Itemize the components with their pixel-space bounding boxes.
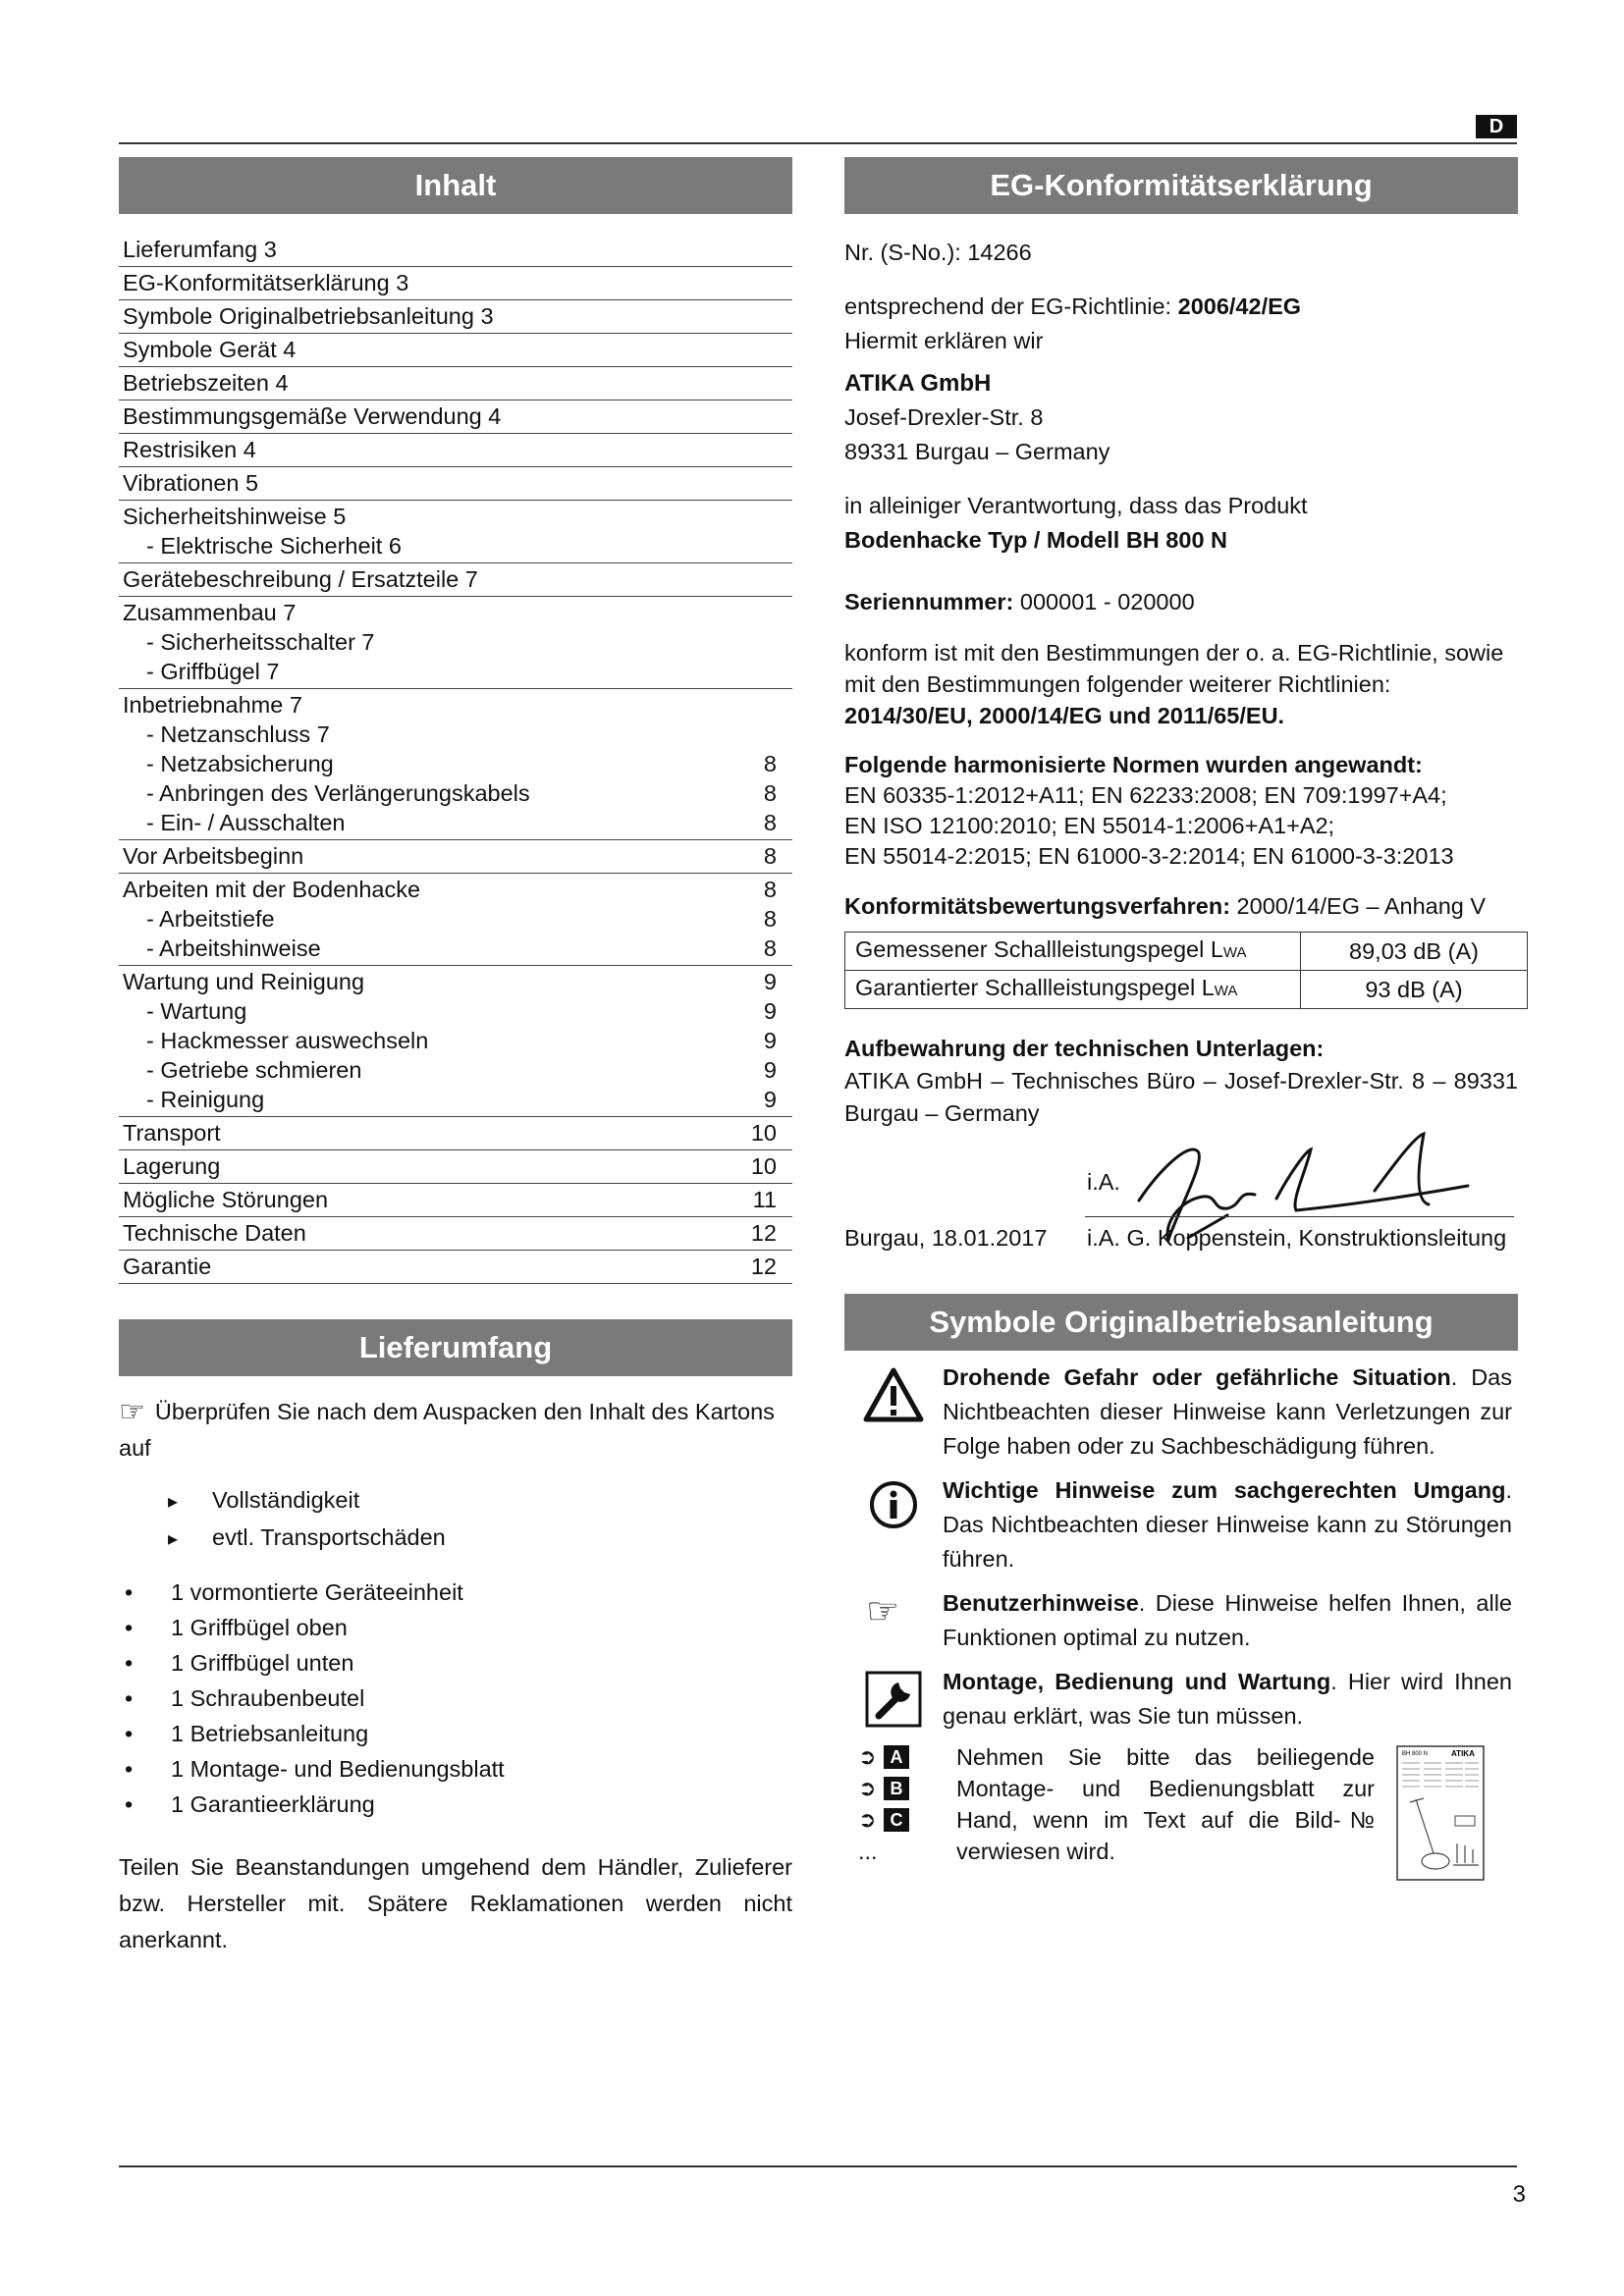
toc-entry-text: Gerätebeschreibung / Ersatzteile 7 [123, 566, 478, 592]
arrow-right-icon: ➲ [858, 1807, 877, 1832]
lieferumfang-title: Lieferumfang [119, 1319, 792, 1376]
toc-entry-page [777, 564, 790, 594]
reference-letter: C [884, 1808, 909, 1832]
toc-subentry [123, 1055, 790, 1085]
info-circle-icon [844, 1473, 943, 1576]
sound-label-subscript: WA [1222, 944, 1247, 961]
toc-entry-line [123, 1118, 790, 1148]
symbol-row [844, 1586, 1518, 1655]
toc-subentry [123, 749, 790, 778]
toc-entry-line [123, 502, 790, 531]
symbol-title: Wichtige Hinweise zum sachgerechten Umgang [943, 1477, 1506, 1503]
table-of-contents [119, 234, 792, 1284]
toc-entry-text: Lieferumfang 3 [123, 237, 277, 262]
toc-entry-page: 8 [763, 751, 777, 776]
footer-rule [119, 2165, 1517, 2167]
toc-entry [119, 367, 792, 400]
sound-label: Garantierter Schallleistungspegel L [855, 975, 1215, 1000]
reference-marker [858, 1773, 956, 1804]
toc-entry-line [123, 435, 790, 464]
symbols-list [844, 1361, 1518, 1734]
toc-entry-text: Technische Daten [123, 1220, 306, 1246]
toc-entry-text: - Griffbügel 7 [146, 659, 280, 684]
toc-entry-text: Mögliche Störungen [123, 1187, 329, 1212]
conform-text: konform ist mit den Bestimmungen der o. a. EG-Richtlinie, sowie mit den Bestimmungen folgender weiterer Richtlinien: [844, 640, 1504, 697]
reference-icons [844, 1741, 956, 1881]
symbol-description [943, 1586, 1518, 1655]
toc-entry [119, 400, 792, 434]
toc-entry-text: - Wartung [146, 998, 247, 1024]
symbol-text: . Hier wird Ihnen genau erklärt, was Sie tun müssen. [943, 1669, 1512, 1729]
check-item: ▸ Vollständigkeit [168, 1482, 792, 1520]
toc-entry-page [777, 690, 790, 720]
sound-level-table [844, 932, 1528, 1009]
toc-entry-line [123, 1252, 790, 1281]
toc-subentry [123, 778, 790, 808]
toc-entry-text: - Arbeitstiefe [146, 906, 275, 932]
norms-title: Folgende harmonisierte Normen wurden angewandt: [844, 752, 1423, 777]
lieferumfang-outro: Teilen Sie Beanstandungen umgehend dem Händler, Zulieferer bzw. Hersteller mit. Spätere Reklamationen werden nicht anerkannt. [119, 1854, 792, 1952]
toc-subentry [123, 1026, 790, 1055]
sound-value: 93 dB (A) [1301, 971, 1528, 1009]
toc-subentry [123, 627, 790, 657]
procedure-line: Konformitätsbewertungsverfahren: 2000/14/EG – Anhang V [844, 893, 1487, 919]
sound-label-cell [845, 971, 1301, 1009]
conformity-title: EG-Konformitätserklärung [844, 157, 1518, 214]
signature-area [844, 1132, 1518, 1255]
delivery-item: • 1 Griffbügel oben [119, 1610, 792, 1645]
toc-entry-page: 9 [763, 998, 777, 1024]
delivery-item: • 1 vormontierte Geräteeinheit [119, 1575, 792, 1610]
norms-list [844, 780, 1518, 872]
signature-ia: i.A. [1087, 1169, 1120, 1195]
symbol-text: . Diese Hinweise helfen Ihnen, alle Funktionen optimal zu nutzen. [943, 1590, 1512, 1650]
toc-entry-text: - Ein- / Ausschalten [146, 810, 346, 835]
storage-title: Aufbewahrung der technischen Unterlagen: [844, 1036, 1325, 1061]
conformity-number: Nr. (S-No.): 14266 [844, 240, 1032, 265]
toc-entry [119, 563, 792, 597]
toc-entry [119, 874, 792, 966]
reference-marker [858, 1804, 956, 1836]
toc-entry [119, 434, 792, 467]
sound-row [845, 971, 1528, 1009]
toc-entry [119, 689, 792, 840]
toc-entry-line [123, 468, 790, 498]
delivery-item: • 1 Montage- und Bedienungsblatt [119, 1751, 792, 1787]
toc-entry-page [777, 720, 790, 749]
arrow-right-icon: ➲ [858, 1776, 877, 1800]
sound-label: Gemessener Schallleistungspegel L [855, 936, 1223, 962]
reference-marker [858, 1741, 956, 1773]
toc-entry-page [777, 235, 790, 264]
symbols-title: Symbole Originalbetriebsanleitung [844, 1294, 1518, 1351]
reference-text: Nehmen Sie bitte das beiliegende Montage- und Bedienungsblatt zur Hand, wenn im Text auf die Bild-№ verwiesen wird. [956, 1744, 1375, 1864]
toc-entry [119, 840, 792, 874]
toc-entry-text: - Reinigung [146, 1087, 265, 1112]
place-date: Burgau, 18.01.2017 [844, 1225, 1048, 1251]
toc-entry-line [123, 564, 790, 594]
toc-entry-page: 10 [750, 1153, 777, 1179]
reference-ellipsis: ... [858, 1839, 878, 1864]
toc-entry-text: Bestimmungsgemäße Verwendung 4 [123, 403, 502, 429]
norm-line: EN 55014-2:2015; EN 61000-3-2:2014; EN 61000-3-3:2013 [844, 843, 1454, 869]
toc-entry-text: Lagerung [123, 1153, 221, 1179]
header-rule [119, 142, 1517, 144]
toc-entry-line [123, 335, 790, 364]
toc-entry [119, 334, 792, 367]
other-directives: 2014/30/EU, 2000/14/EG und 2011/65/EU. [844, 703, 1285, 728]
toc-entry-page: 9 [763, 1028, 777, 1053]
toc-entry-page: 8 [763, 780, 777, 806]
company-street: Josef-Drexler-Str. 8 [844, 404, 1044, 430]
delivery-item: • 1 Griffbügel unten [119, 1645, 792, 1681]
symbol-row [844, 1665, 1518, 1734]
toc-entry-line [123, 875, 790, 904]
toc-entry-page [777, 627, 790, 657]
toc-entry-text: - Getriebe schmieren [146, 1057, 362, 1083]
toc-entry-page [777, 368, 790, 398]
toc-entry-page: 12 [750, 1220, 777, 1246]
storage-text: ATIKA GmbH – Technisches Büro – Josef-Drexler-Str. 8 – 89331 Burgau – Germany [844, 1068, 1518, 1126]
delivery-item: • 1 Garantieerklärung [119, 1787, 792, 1822]
toc-entry-text: - Hackmesser auswechseln [146, 1028, 429, 1053]
sound-label-subscript: WA [1214, 983, 1238, 999]
toc-entry-line [123, 598, 790, 627]
symbol-description [943, 1473, 1518, 1576]
symbol-row [844, 1361, 1518, 1464]
toc-entry-page [777, 531, 790, 561]
norm-line: EN 60335-1:2012+A11; EN 62233:2008; EN 709:1997+A4; [844, 782, 1447, 808]
toc-entry-line [123, 690, 790, 720]
toc-entry-page: 8 [763, 877, 777, 902]
symbol-text: . Das Nichtbeachten dieser Hinweise kann Verletzungen zur Folge haben oder zu Sachbeschädigung führen. [943, 1364, 1512, 1459]
left-column [119, 157, 792, 1958]
toc-entry [119, 597, 792, 689]
toc-entry-page: 8 [763, 906, 777, 932]
symbol-row [844, 1473, 1518, 1576]
warning-triangle-icon [844, 1361, 943, 1464]
toc-entry-page [777, 401, 790, 431]
toc-entry-line [123, 1185, 790, 1214]
language-badge: D [1476, 115, 1517, 138]
toc-entry-text: Vor Arbeitsbeginn [123, 843, 304, 869]
sound-label-cell [845, 933, 1301, 971]
toc-entry [119, 467, 792, 501]
toc-entry-line [123, 1151, 790, 1181]
toc-entry-line [123, 967, 790, 996]
company-name: ATIKA GmbH [844, 370, 992, 397]
signature-line [1085, 1216, 1514, 1217]
toc-title: Inhalt [119, 157, 792, 214]
arrow-right-icon: ➲ [858, 1744, 877, 1769]
toc-entry-page [777, 598, 790, 627]
toc-entry-page: 8 [763, 810, 777, 835]
responsibility-line: in alleiniger Verantwortung, dass das Produkt [844, 493, 1308, 518]
toc-subentry [123, 934, 790, 963]
toc-entry-page [777, 435, 790, 464]
toc-entry-text: Garantie [123, 1254, 212, 1279]
sound-value: 89,03 dB (A) [1301, 933, 1528, 971]
svg-text:☞: ☞ [866, 1592, 900, 1631]
toc-entry [119, 1184, 792, 1217]
reference-letter: B [884, 1777, 909, 1800]
toc-entry-line [123, 401, 790, 431]
toc-entry [119, 501, 792, 563]
declare-line: Hiermit erklären wir [844, 328, 1044, 353]
toc-entry-text: Vibrationen 5 [123, 470, 259, 496]
directive-line: entsprechend der EG-Richtlinie: 2006/42/EG [844, 294, 1302, 319]
toc-entry [119, 1117, 792, 1150]
toc-entry-text: Restrisiken 4 [123, 437, 256, 462]
page-number: 3 [1512, 2181, 1526, 2208]
leaflet-model: BH 800 N [1402, 1751, 1429, 1757]
serial-line: Seriennummer: 000001 - 020000 [844, 589, 1195, 614]
toc-subentry [123, 904, 790, 934]
symbol-description [943, 1665, 1518, 1734]
toc-entry-page: 9 [763, 1087, 777, 1112]
toc-entry-page: 12 [750, 1254, 777, 1279]
toc-entry-text: Zusammenbau 7 [123, 600, 297, 625]
symbol-title: Montage, Bedienung und Wartung [943, 1669, 1331, 1694]
toc-entry-line [123, 1218, 790, 1248]
toc-subentry [123, 1085, 790, 1114]
toc-entry-text: - Sicherheitsschalter 7 [146, 629, 375, 655]
toc-subentry [123, 531, 790, 561]
toc-entry-page [777, 502, 790, 531]
toc-entry-text: Sicherheitshinweise 5 [123, 504, 347, 529]
pointing-hand-icon: ☞ [119, 1396, 145, 1428]
delivery-item: • 1 Schraubenbeutel [119, 1681, 792, 1716]
toc-entry-text: - Anbringen des Verlängerungskabels [146, 780, 530, 806]
reference-letter: A [884, 1745, 909, 1769]
check-list [119, 1482, 792, 1557]
toc-entry [119, 267, 792, 300]
toc-entry-line [123, 368, 790, 398]
symbol-title: Benutzerhinweise [943, 1590, 1139, 1616]
wrench-icon [844, 1665, 943, 1734]
delivery-item: • 1 Betriebsanleitung [119, 1716, 792, 1751]
toc-entry-text: Wartung und Reinigung [123, 969, 365, 994]
toc-entry-page: 8 [763, 843, 777, 869]
toc-entry-page: 9 [763, 1057, 777, 1083]
toc-entry-page: 10 [750, 1120, 777, 1146]
reference-row [844, 1741, 1518, 1881]
toc-entry-line [123, 235, 790, 264]
toc-entry-page [777, 301, 790, 331]
lieferumfang-intro: ☞ Überprüfen Sie nach dem Auspacken den Inhalt des Kartons auf [119, 1396, 775, 1461]
symbol-text: . Das Nichtbeachten dieser Hinweise kann zu Störungen führen. [943, 1477, 1512, 1572]
toc-entry-text: EG-Konformitätserklärung 3 [123, 270, 409, 295]
toc-entry-page [777, 657, 790, 686]
toc-subentry [123, 657, 790, 686]
toc-subentry [123, 996, 790, 1026]
toc-entry-line [123, 841, 790, 871]
toc-entry-text: Symbole Originalbetriebsanleitung 3 [123, 303, 494, 329]
toc-entry-page [777, 268, 790, 297]
toc-entry-page [777, 335, 790, 364]
symbol-title: Drohende Gefahr oder gefährliche Situation [943, 1364, 1451, 1390]
leaflet-brand: ATIKA [1451, 1749, 1475, 1758]
symbol-description [943, 1361, 1518, 1464]
toc-entry-text: Inbetriebnahme 7 [123, 692, 302, 718]
toc-entry-page: 9 [763, 969, 777, 994]
toc-entry [119, 1251, 792, 1284]
toc-entry [119, 234, 792, 267]
norm-line: EN ISO 12100:2010; EN 55014-1:2006+A1+A2; [844, 813, 1335, 838]
toc-entry-line [123, 268, 790, 297]
company-city: 89331 Burgau – Germany [844, 439, 1110, 464]
toc-entry-page: 8 [763, 935, 777, 961]
right-column [844, 157, 1518, 1881]
toc-entry-page: 11 [752, 1187, 777, 1212]
toc-subentry [123, 720, 790, 749]
toc-entry [119, 1217, 792, 1251]
toc-entry [119, 966, 792, 1117]
toc-entry-text: - Netzabsicherung [146, 751, 334, 776]
toc-entry [119, 300, 792, 334]
product-line: Bodenhacke Typ / Modell BH 800 N [844, 527, 1228, 553]
signatory: i.A. G. Koppenstein, Konstruktionsleitung [1087, 1225, 1507, 1251]
leaflet-thumbnail-icon [1396, 1745, 1485, 1881]
toc-entry-page [777, 468, 790, 498]
toc-entry-text: Betriebszeiten 4 [123, 370, 289, 396]
sound-row [845, 933, 1528, 971]
toc-entry-text: - Elektrische Sicherheit 6 [146, 533, 402, 559]
toc-entry [119, 1150, 792, 1184]
toc-entry-text: Transport [123, 1120, 221, 1146]
delivery-items-list [119, 1575, 792, 1822]
toc-entry-text: Symbole Gerät 4 [123, 337, 297, 362]
check-item: ▸ evtl. Transportschäden [168, 1520, 792, 1557]
toc-entry-text: - Arbeitshinweise [146, 935, 321, 961]
pointing-hand-icon [844, 1586, 943, 1655]
toc-subentry [123, 808, 790, 837]
toc-entry-text: - Netzanschluss 7 [146, 721, 330, 747]
toc-entry-text: Arbeiten mit der Bodenhacke [123, 877, 421, 902]
toc-entry-line [123, 301, 790, 331]
